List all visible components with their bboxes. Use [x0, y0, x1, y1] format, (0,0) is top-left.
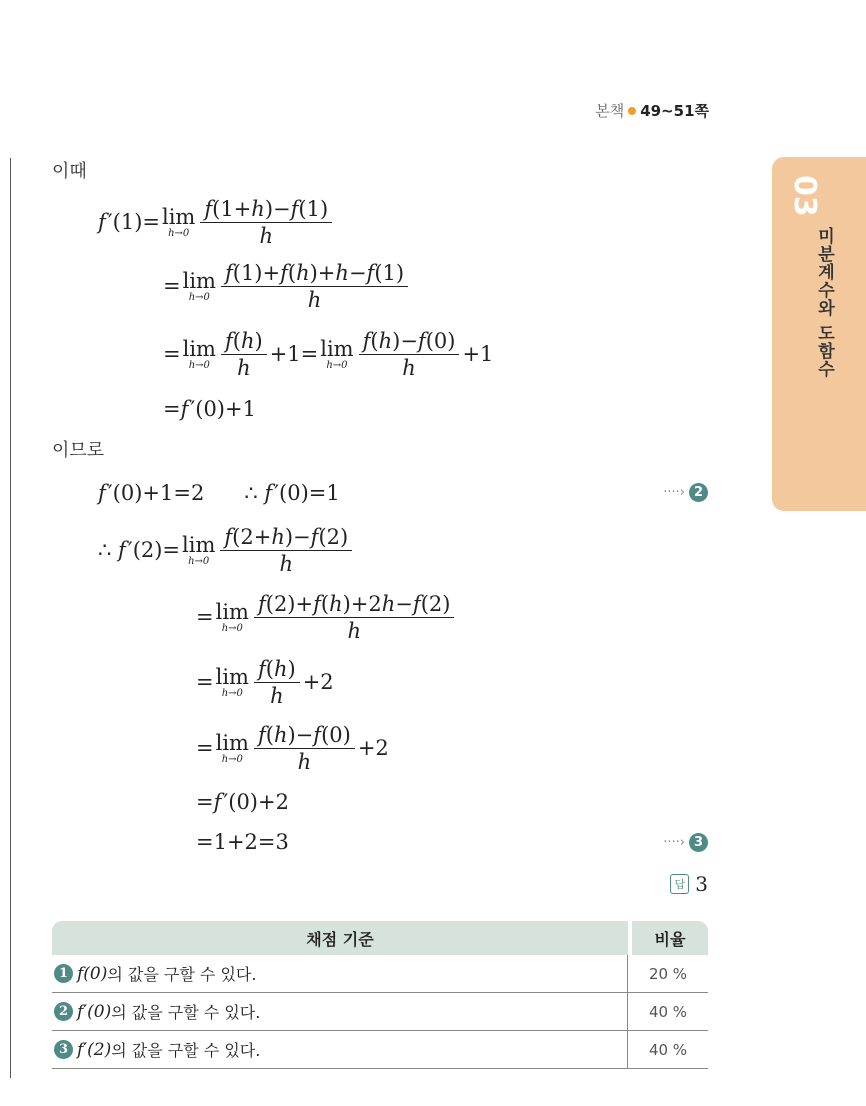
- table-row: [52, 955, 708, 993]
- answer-value: 3: [695, 872, 708, 896]
- eq-line-9: = f ′(0)+2: [196, 790, 289, 814]
- chapter-title: 미분계수와 도함수: [814, 227, 834, 378]
- eq-line-3: = lim h→0 $\frac{f(h)}{h}$ +1= lim h→0 $\frac{f(h)-f(0)}{h}$ +1: [163, 328, 494, 380]
- ratio-cell: 40 %: [627, 993, 708, 1030]
- eq-line-7: = lim h→0 $\frac{f(h)}{h}$ +2: [196, 656, 334, 708]
- eq-line-10: =1+2=3: [196, 830, 289, 854]
- step-2-icon: 2: [689, 483, 708, 502]
- book-label: 본책: [595, 102, 625, 120]
- eq-line-1: f ′(1)= lim h→0 $\frac{f(1+h)-f(1)}{h}$: [98, 190, 335, 254]
- criteria-func: f′(0): [77, 1001, 112, 1022]
- table-row: [52, 993, 708, 1031]
- header-criteria: 채점 기준: [52, 921, 628, 955]
- criteria-func: f′(2): [77, 1039, 112, 1060]
- header-ratio: 비율: [632, 921, 708, 955]
- page-reference: [595, 100, 709, 121]
- step-1-icon: 1: [54, 964, 73, 983]
- eq-result-f0: f ′(0)+1=2 ∴ f ′(0)=1: [98, 481, 340, 505]
- criteria-text: 의 값을 구할 수 있다.: [107, 965, 257, 984]
- marker-2: ····› 2: [663, 483, 708, 502]
- margin-rule: [10, 158, 11, 1078]
- step-3-icon: 3: [689, 833, 708, 852]
- eq-line-2: = lim h→0 $\frac{f(1)+f(h)+h-f(1)}{h}$: [163, 254, 411, 318]
- scoring-table: [52, 921, 708, 1069]
- ratio-cell: 40 %: [627, 1031, 708, 1068]
- table-row: [52, 1031, 708, 1069]
- criteria-text: 의 값을 구할 수 있다.: [111, 1003, 261, 1022]
- criteria-text: 의 값을 구할 수 있다.: [111, 1041, 261, 1060]
- chapter-number: 03: [787, 175, 822, 217]
- bullet-dot-icon: [628, 107, 636, 115]
- answer: [670, 872, 708, 896]
- chapter-tab: [772, 157, 866, 511]
- step-3-icon: 3: [54, 1040, 73, 1059]
- ratio-cell: 20 %: [627, 955, 708, 992]
- step-2-icon: 2: [54, 1002, 73, 1021]
- label-then: 이때: [52, 161, 87, 182]
- answer-icon: 답: [670, 874, 689, 894]
- eq-line-6: = lim h→0 $\frac{f(2)+f(h)+2h-f(2)}{h}$: [196, 585, 457, 649]
- label-so: 이므로: [52, 440, 105, 461]
- table-header: [52, 921, 708, 955]
- eq-line-4: = f ′(0)+1: [163, 397, 256, 421]
- eq-line-8: = lim h→0 $\frac{f(h)-f(0)}{h}$ +2: [196, 722, 389, 774]
- marker-3: ····› 3: [663, 833, 708, 852]
- page-range: 49~51쪽: [640, 102, 709, 120]
- criteria-func: f(0): [77, 963, 108, 984]
- eq-line-5: ∴ f ′(2)= lim h→0 $\frac{f(2+h)-f(2)}{h}$: [98, 518, 355, 582]
